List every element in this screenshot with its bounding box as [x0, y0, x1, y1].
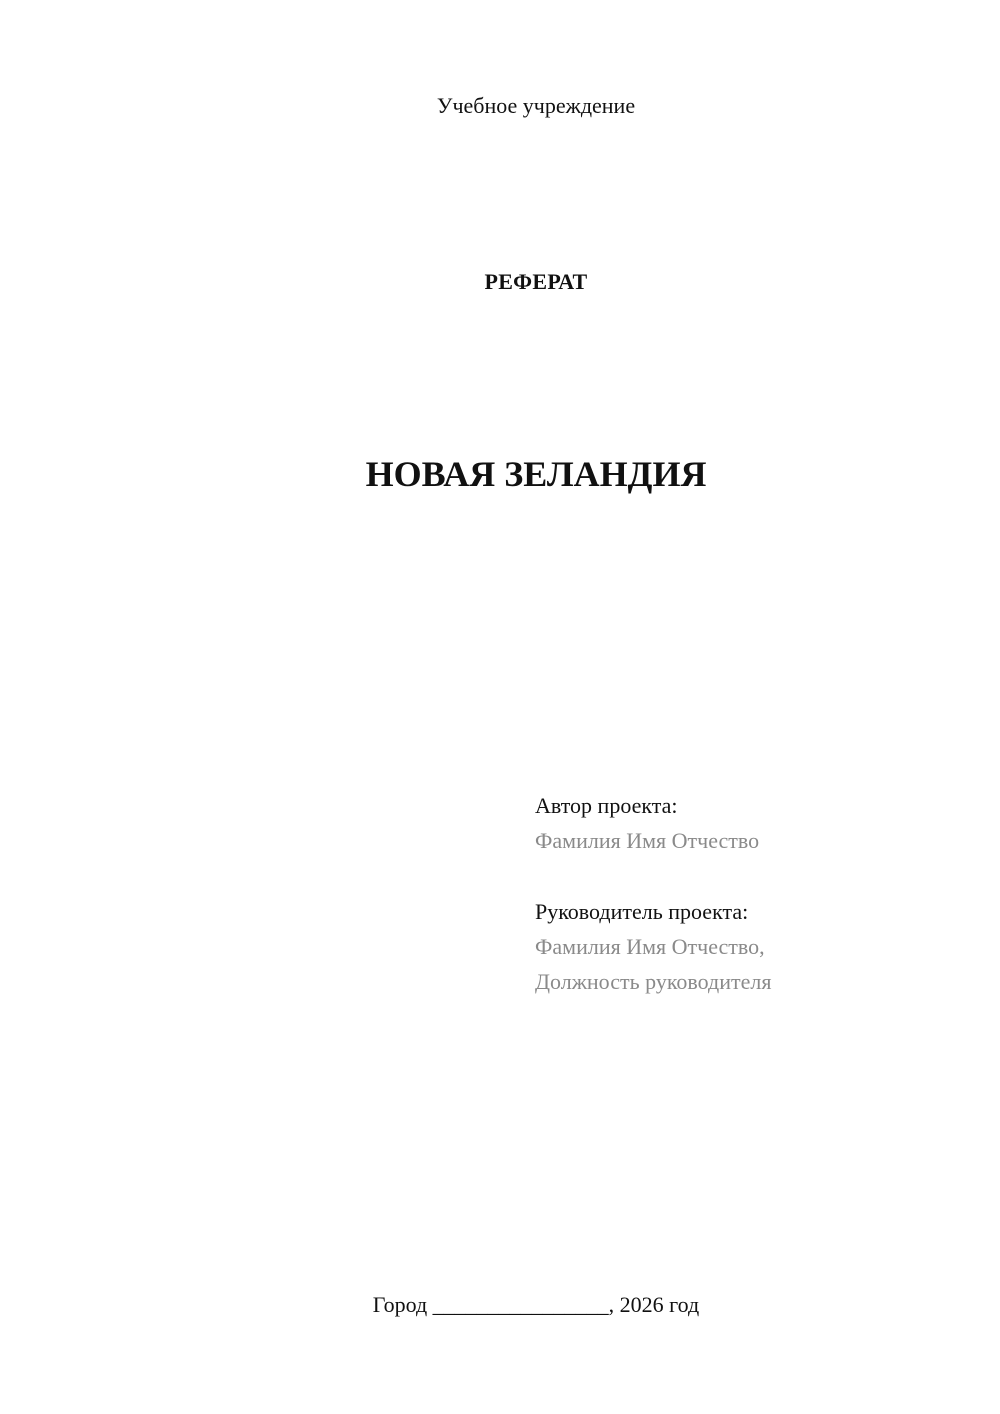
- supervisor-position-placeholder: Должность руководителя: [535, 969, 772, 994]
- supervisor-role-label: Руководитель проекта:: [535, 899, 749, 924]
- credits-block: [535, 788, 771, 999]
- institution-name: Учебное учреждение: [436, 93, 636, 118]
- credits-spacer: [535, 858, 771, 894]
- document-type: РЕФЕРАТ: [484, 269, 588, 294]
- supervisor-name-placeholder: Фамилия Имя Отчество,: [535, 934, 765, 959]
- author-role-label: Автор проекта:: [535, 793, 678, 818]
- document-title: НОВАЯ ЗЕЛАНДИЯ: [365, 454, 707, 494]
- city-year-line: Город ________________, 2026 год: [372, 1292, 700, 1317]
- author-name-placeholder: Фамилия Имя Отчество: [535, 828, 760, 853]
